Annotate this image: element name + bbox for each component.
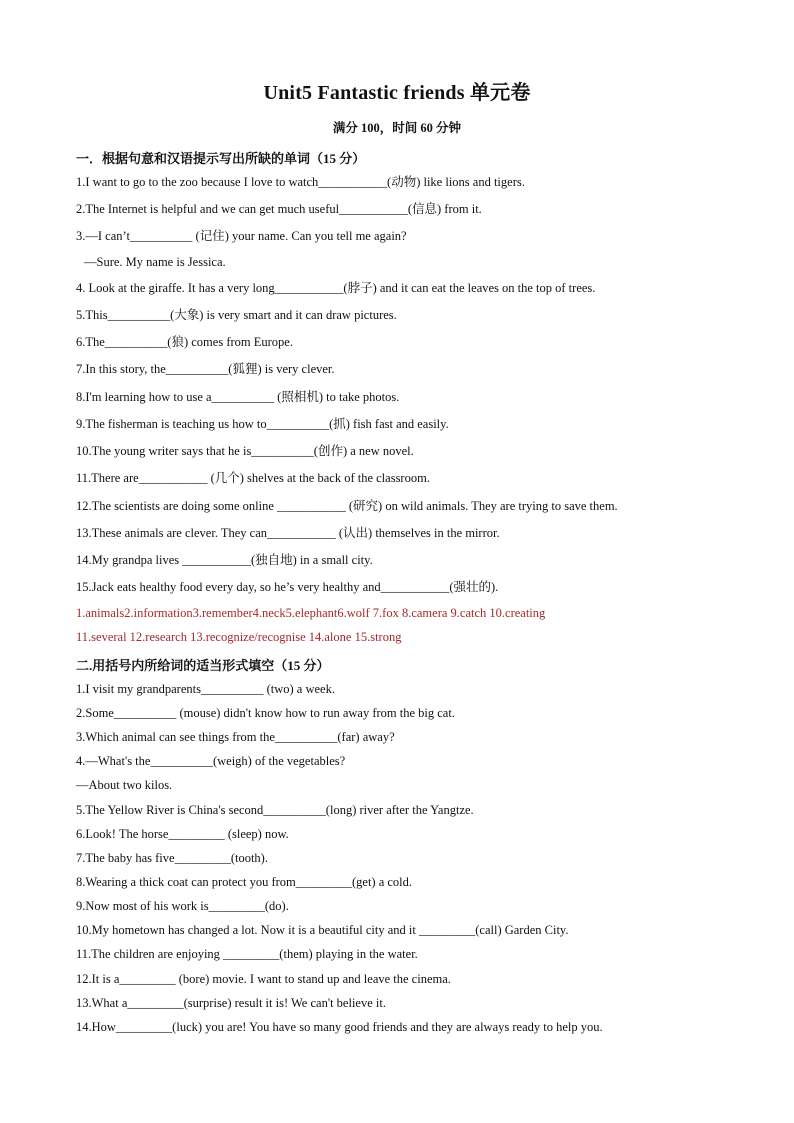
question-line: 2.Some__________ (mouse) didn't know how to run away from the big cat. xyxy=(76,706,455,720)
question-line: 7.The baby has five_________(tooth). xyxy=(76,851,268,865)
question-line: 4.—What's the__________(weigh) of the vegetables? xyxy=(76,754,346,768)
question-line: 9.The fisherman is teaching us how to__________(抓) fish fast and easily. xyxy=(76,417,449,431)
question-line: 8.Wearing a thick coat can protect you from_________(get) a cold. xyxy=(76,875,413,889)
page-title: Unit5 Fantastic friends 单元卷 xyxy=(263,82,531,104)
question-line: 10.The young writer says that he is__________(创作) a new novel. xyxy=(76,444,414,458)
question-line: 3.Which animal can see things from the__________(far) away? xyxy=(76,730,395,744)
question-line: 3.—I can’t__________ (记住) your name. Can you tell me again? xyxy=(76,229,407,243)
question-line: —Sure. My name is Jessica. xyxy=(84,255,226,269)
answer-key-line: 11.several 12.research 13.recognize/recognise 14.alone 15.strong xyxy=(76,630,402,644)
section2-heading: 二.用括号内所给词的适当形式填空（15 分） xyxy=(76,658,330,673)
question-line: 5.The Yellow River is China's second__________(long) river after the Yangtze. xyxy=(76,803,474,817)
question-line: 1.I visit my grandparents__________ (two) a week. xyxy=(76,682,335,696)
question-line: 14.My grandpa lives ___________(独自地) in a small city. xyxy=(76,553,373,567)
question-line: 6.The__________(狼) comes from Europe. xyxy=(76,335,293,349)
page-subtitle: 满分 100，时间 60 分钟 xyxy=(332,121,462,135)
section1-heading: 一．根据句意和汉语提示写出所缺的单词（15 分） xyxy=(76,151,366,166)
question-line: 4. Look at the giraffe. It has a very long___________(脖子) and it can eat the leaves on the top of trees. xyxy=(76,281,596,295)
question-line: 5.This__________(大象) is very smart and it can draw pictures. xyxy=(76,308,397,322)
question-line: 11.The children are enjoying _________(them) playing in the water. xyxy=(76,947,418,961)
question-line: 11.There are___________ (几个) shelves at the back of the classroom. xyxy=(76,471,430,485)
question-line: 6.Look! The horse_________ (sleep) now. xyxy=(76,827,289,841)
question-line: —About two kilos. xyxy=(76,778,173,792)
question-line: 7.In this story, the__________(狐狸) is very clever. xyxy=(76,362,335,376)
question-line: 9.Now most of his work is_________(do). xyxy=(76,899,289,913)
question-line: 1.I want to go to the zoo because I love to watch___________(动物) like lions and tigers. xyxy=(76,175,525,189)
question-line: 14.How_________(luck) you are! You have so many good friends and they are always ready to help you. xyxy=(76,1020,603,1034)
question-line: 13.What a_________(surprise) result it is! We can't believe it. xyxy=(76,996,386,1010)
question-line: 15.Jack eats healthy food every day, so he’s very healthy and___________(强壮的). xyxy=(76,580,499,594)
question-line: 12.It is a_________ (bore) movie. I want to stand up and leave the cinema. xyxy=(76,972,451,986)
question-line: 2.The Internet is helpful and we can get much useful___________(信息) from it. xyxy=(76,202,482,216)
question-line: 10.My hometown has changed a lot. Now it is a beautiful city and it _________(call) Garden City. xyxy=(76,923,569,937)
question-line: 8.I'm learning how to use a__________ (照相机) to take photos. xyxy=(76,390,400,404)
question-line: 13.These animals are clever. They can___________ (认出) themselves in the mirror. xyxy=(76,526,500,540)
question-line: 12.The scientists are doing some online ___________ (研究) on wild animals. They are trying to save them. xyxy=(76,499,618,513)
answer-key-line: 1.animals2.information3.remember4.neck5.elephant6.wolf 7.fox 8.camera 9.catch 10.creating xyxy=(76,606,546,620)
